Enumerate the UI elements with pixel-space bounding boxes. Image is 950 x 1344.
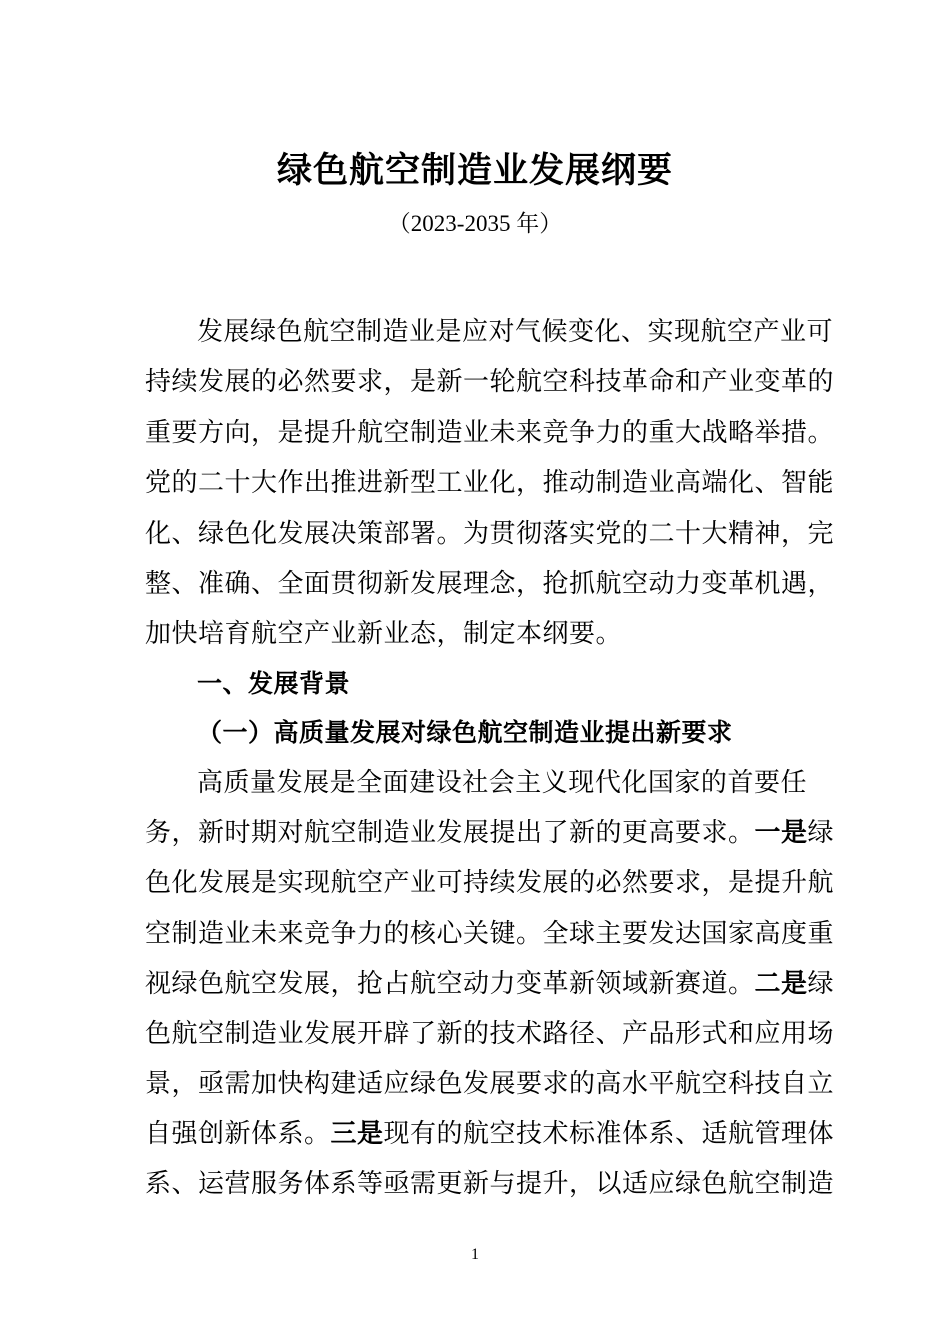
paragraph-line: 色航空制造业发展开辟了新的技术路径、产品形式和应用场: [145, 1019, 835, 1049]
paragraph-line: 党的二十大作出推进新型工业化，推动制造业高端化、智能: [145, 468, 835, 498]
document-title: 绿色航空制造业发展纲要: [276, 150, 673, 191]
text-run: 视绿色航空发展，抢占航空动力变革新领域新赛道。: [145, 969, 755, 999]
paragraph-line: 高质量发展是全面建设社会主义现代化国家的首要任: [197, 768, 807, 798]
page-number: 1: [471, 1246, 479, 1263]
paragraph-line: 空制造业未来竞争力的核心关键。全球主要发达国家高度重: [145, 919, 835, 949]
text-run: 自强创新体系。: [145, 1119, 331, 1149]
text-run: 务，新时期对航空制造业发展提出了新的更高要求。: [145, 818, 755, 848]
text-run: 绿: [807, 818, 835, 848]
section-heading: 一、发展背景: [197, 669, 351, 698]
document-subtitle: （2023-2035 年）: [387, 211, 563, 236]
paragraph-line: 化、绿色化发展决策部署。为贯彻落实党的二十大精神，完: [145, 519, 835, 549]
paragraph-line: [145, 959, 835, 1009]
paragraph-line: 整、准确、全面贯彻新发展理念，抢抓航空动力变革机遇，: [145, 569, 835, 599]
emphasis-second: 二是: [754, 969, 808, 999]
text-run: 现有的航空技术标准体系、适航管理体: [383, 1119, 835, 1149]
paragraph-line: [145, 1109, 835, 1159]
paragraph-line: 加快培育航空产业新业态，制定本纲要。: [145, 619, 623, 649]
paragraph-line: 系、运营服务体系等亟需更新与提升，以适应绿色航空制造: [145, 1169, 835, 1199]
paragraph-line: 景，亟需加快构建适应绿色发展要求的高水平航空科技自立: [145, 1069, 835, 1099]
subsection-heading: （一）高质量发展对绿色航空制造业提出新要求: [197, 718, 733, 747]
emphasis-first: 一是: [754, 818, 808, 848]
emphasis-third: 三是: [330, 1119, 384, 1149]
text-run: 绿: [807, 969, 835, 999]
paragraph-line: 发展绿色航空制造业是应对气候变化、实现航空产业可: [197, 317, 834, 347]
paragraph-line: [145, 808, 835, 858]
paragraph-line: 重要方向，是提升航空制造业未来竞争力的重大战略举措。: [145, 418, 835, 448]
paragraph-line: 持续发展的必然要求，是新一轮航空科技革命和产业变革的: [145, 367, 835, 397]
paragraph-line: 色化发展是实现航空产业可持续发展的必然要求，是提升航: [145, 868, 835, 898]
